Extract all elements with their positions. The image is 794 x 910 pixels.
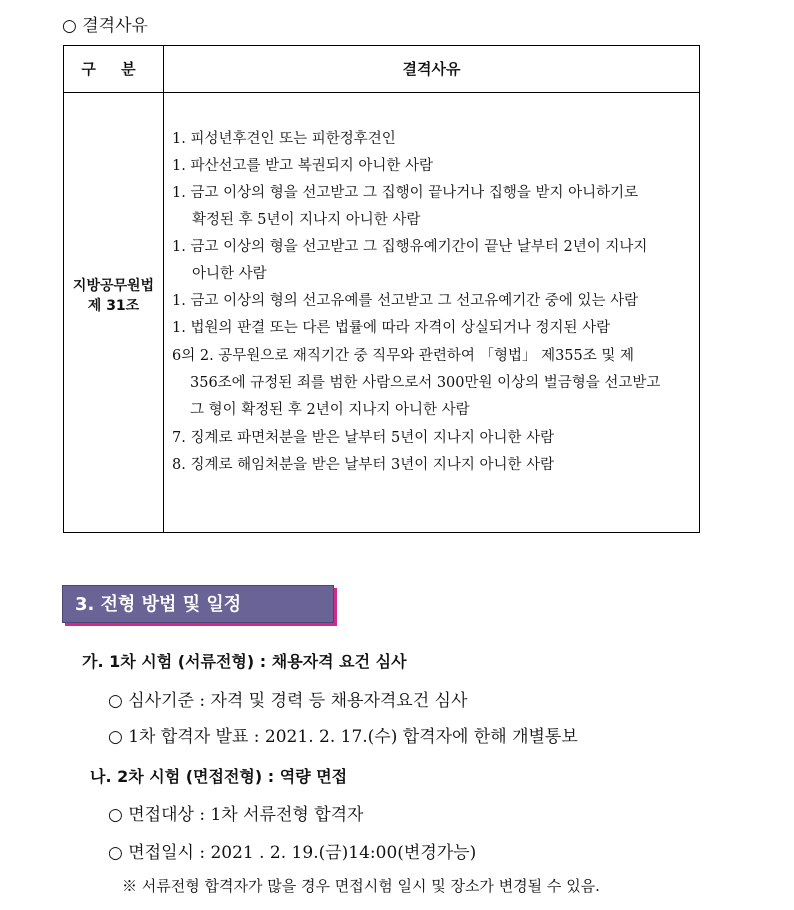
reason-line: 그 형이 확정된 후 2년이 지나지 아니한 사람 <box>190 402 470 418</box>
reason-line: 1. 파산선고를 받고 복권되지 아니한 사람 <box>172 158 433 174</box>
disqualification-heading: ○ 결격사유 <box>62 16 148 36</box>
law-name: 지방공무원법 <box>72 278 155 294</box>
table-header-divider <box>64 92 699 93</box>
reason-line: 1. 법원의 판결 또는 다른 법률에 따라 자격이 상실되거나 정지된 사람 <box>172 320 611 336</box>
reason-line: 356조에 규정된 죄를 범한 사람으로서 300만원 이상의 벌금형을 선고받고 <box>190 375 661 391</box>
reason-line: 1. 피성년후견인 또는 피한정후견인 <box>172 131 396 147</box>
section-3-title: 3. 전형 방법 및 일정 <box>75 594 242 615</box>
reason-line: 확정된 후 5년이 지나지 아니한 사람 <box>192 212 421 228</box>
notice-note: ※ 서류전형 합격자가 많을 경우 면접시험 일시 및 장소가 변경될 수 있음. <box>122 877 600 895</box>
stage1-item: ○ 심사기준 : 자격 및 경력 등 채용자격요건 심사 <box>108 691 468 711</box>
reason-line: 1. 금고 이상의 형을 선고받고 그 집행이 끝나거나 집행을 받지 아니하기로 <box>172 185 639 201</box>
reason-line: 1. 금고 이상의 형의 선고유예를 선고받고 그 선고유예기간 중에 있는 사람 <box>172 293 639 309</box>
section-3-header <box>62 585 334 623</box>
reason-line: 8. 징계로 해임처분을 받은 날부터 3년이 지나지 아니한 사람 <box>172 457 555 473</box>
table-column-divider <box>163 46 164 532</box>
reason-line: 아니한 사람 <box>192 266 267 282</box>
stage2-heading: 나. 2차 시험 (면접전형) : 역량 면접 <box>90 767 348 786</box>
stage2-item: ○ 면접일시 : 2021 . 2. 19.(금)14:00(변경가능) <box>108 843 477 863</box>
law-article: 제 31조 <box>87 298 140 314</box>
reason-line: 1. 금고 이상의 형을 선고받고 그 집행유예기간이 끝난 날부터 2년이 지나지 <box>172 239 648 255</box>
stage2-item: ○ 면접대상 : 1차 서류전형 합격자 <box>108 805 364 825</box>
reason-line: 7. 징계로 파면처분을 받은 날부터 5년이 지나지 아니한 사람 <box>172 430 555 446</box>
stage1-heading: 가. 1차 시험 (서류전형) : 채용자격 요건 심사 <box>82 652 407 671</box>
table-header-reason: 결격사유 <box>402 60 461 78</box>
law-reference <box>64 276 163 316</box>
reason-line: 6의 2. 공무원으로 재직기간 중 직무와 관련하여 「형법」 제355조 및 제 <box>172 348 634 364</box>
disqualification-table <box>63 45 700 533</box>
stage1-item: ○ 1차 합격자 발표 : 2021. 2. 17.(수) 합격자에 한해 개별통보 <box>108 727 578 747</box>
table-header-category: 구 분 <box>81 60 146 78</box>
